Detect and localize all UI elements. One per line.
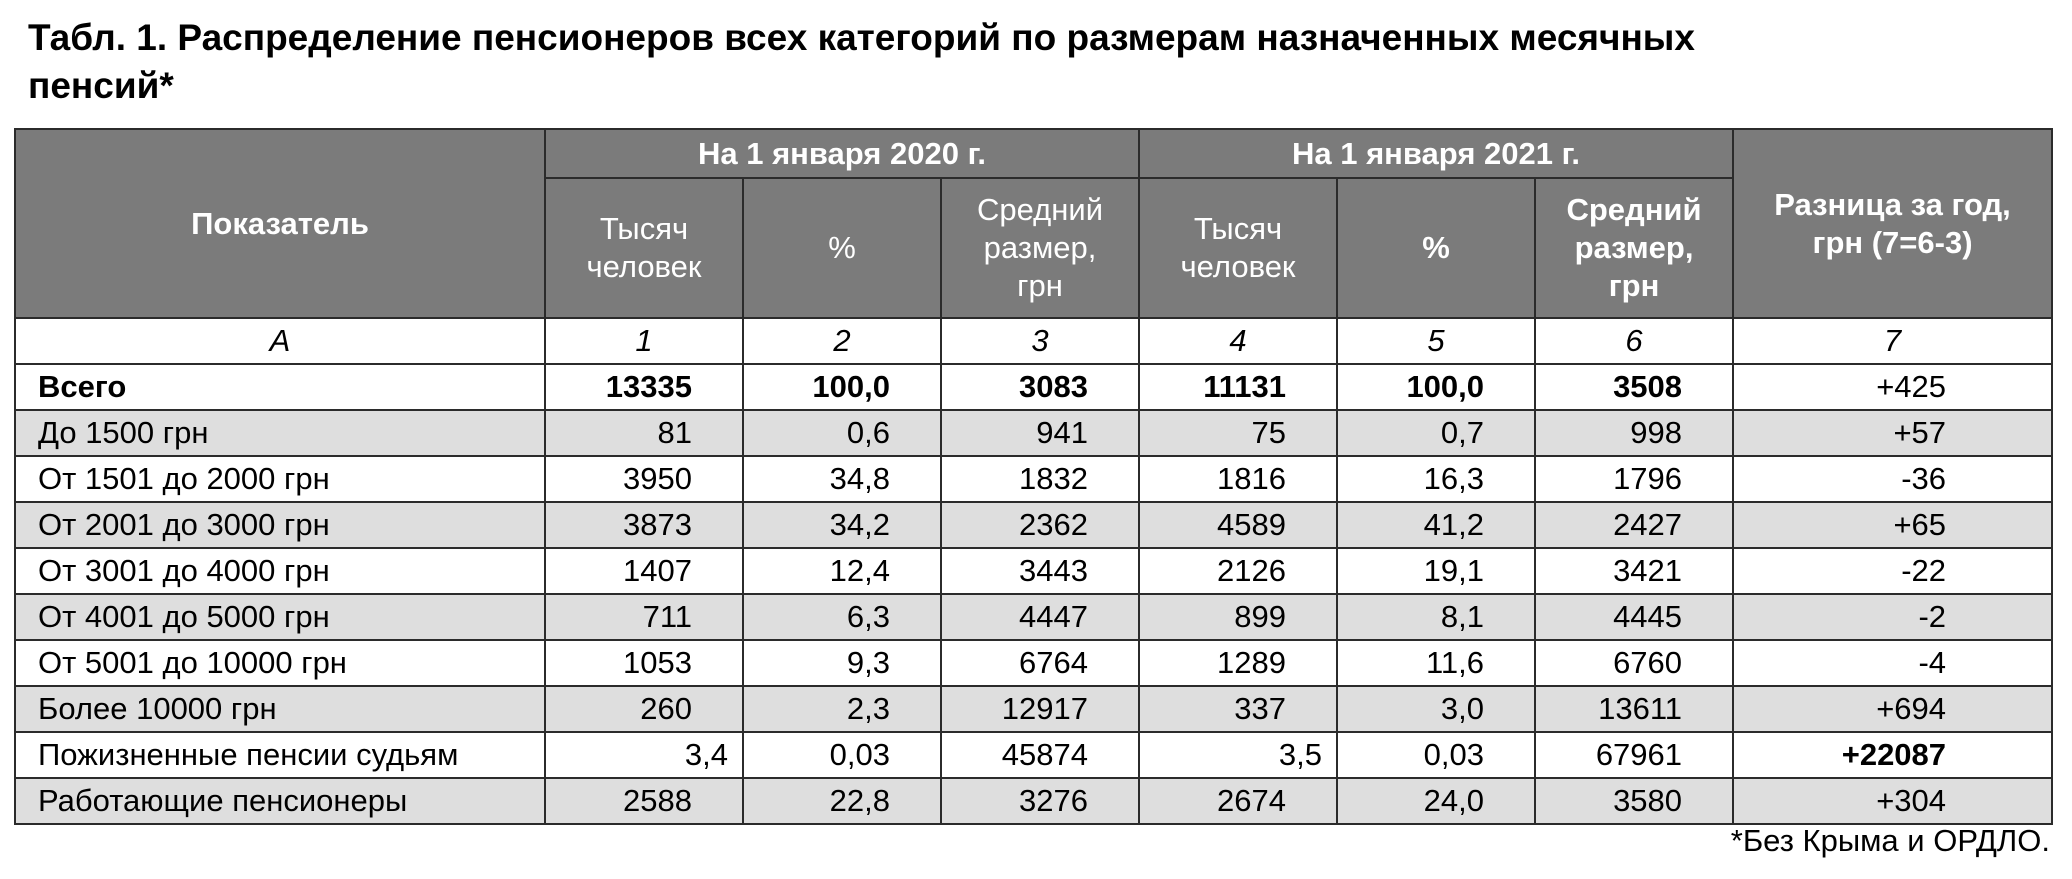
cell-2021-thousands: 1289 [1139, 640, 1337, 686]
header-2020-average: Средний размер, грн [941, 178, 1139, 318]
cell-2021-average: 3421 [1535, 548, 1733, 594]
row-label: Всего [15, 364, 545, 410]
cell-diff: +694 [1733, 686, 2052, 732]
cell-diff: -2 [1733, 594, 2052, 640]
table-row [15, 594, 2052, 640]
cell-2021-average: 2427 [1535, 502, 1733, 548]
cell-2020-thousands: 1053 [545, 640, 743, 686]
cell-2021-percent: 11,6 [1337, 640, 1535, 686]
cell-2021-percent: 8,1 [1337, 594, 1535, 640]
cell-2021-thousands: 11131 [1139, 364, 1337, 410]
row-label: От 5001 до 10000 грн [15, 640, 545, 686]
cell-2021-thousands: 2126 [1139, 548, 1337, 594]
column-number-row [15, 318, 2052, 364]
cell-2021-thousands: 75 [1139, 410, 1337, 456]
cell-2020-percent: 0,03 [743, 732, 941, 778]
cell-2020-percent: 2,3 [743, 686, 941, 732]
cell-2020-average: 941 [941, 410, 1139, 456]
cell-2021-average: 3508 [1535, 364, 1733, 410]
cell-2021-average: 6760 [1535, 640, 1733, 686]
cell-2021-average: 13611 [1535, 686, 1733, 732]
cell-diff: +22087 [1733, 732, 2052, 778]
cell-2021-percent: 0,7 [1337, 410, 1535, 456]
cell-2020-thousands: 260 [545, 686, 743, 732]
cell-2020-percent: 34,2 [743, 502, 941, 548]
cell-2020-average: 6764 [941, 640, 1139, 686]
cell-2021-thousands: 899 [1139, 594, 1337, 640]
cell-2020-average: 45874 [941, 732, 1139, 778]
footnote: *Без Крыма и ОРДЛО. [1730, 823, 2050, 858]
cell-2021-average: 4445 [1535, 594, 1733, 640]
cell-2020-thousands: 81 [545, 410, 743, 456]
cell-2021-percent: 100,0 [1337, 364, 1535, 410]
column-number: 5 [1337, 318, 1535, 364]
cell-diff: -22 [1733, 548, 2052, 594]
cell-2020-thousands: 3,4 [545, 732, 743, 778]
cell-2021-thousands: 3,5 [1139, 732, 1337, 778]
column-number: 4 [1139, 318, 1337, 364]
header-2020-percent: % [743, 178, 941, 318]
header-2020-thousands: Тысяч человек [545, 178, 743, 318]
column-number: 7 [1733, 318, 2052, 364]
column-number: 1 [545, 318, 743, 364]
row-label: От 1501 до 2000 грн [15, 456, 545, 502]
cell-2020-average: 4447 [941, 594, 1139, 640]
cell-2020-percent: 12,4 [743, 548, 941, 594]
table-row [15, 502, 2052, 548]
table-row [15, 778, 2052, 824]
cell-2020-percent: 9,3 [743, 640, 941, 686]
cell-2020-average: 12917 [941, 686, 1139, 732]
table-row [15, 732, 2052, 778]
cell-2020-percent: 22,8 [743, 778, 941, 824]
cell-2020-thousands: 13335 [545, 364, 743, 410]
table-row [15, 686, 2052, 732]
cell-2021-average: 67961 [1535, 732, 1733, 778]
cell-2021-thousands: 2674 [1139, 778, 1337, 824]
header-group-2020: На 1 января 2020 г. [545, 129, 1139, 178]
header-group-2021: На 1 января 2021 г. [1139, 129, 1733, 178]
row-label: От 2001 до 3000 грн [15, 502, 545, 548]
cell-2021-percent: 19,1 [1337, 548, 1535, 594]
cell-2021-percent: 24,0 [1337, 778, 1535, 824]
cell-diff: +57 [1733, 410, 2052, 456]
table-row [15, 456, 2052, 502]
column-number: 2 [743, 318, 941, 364]
cell-2020-average: 3443 [941, 548, 1139, 594]
header-indicator: Показатель [15, 129, 545, 318]
row-label: От 4001 до 5000 грн [15, 594, 545, 640]
cell-diff: +425 [1733, 364, 2052, 410]
cell-2020-percent: 100,0 [743, 364, 941, 410]
title-line-1: Табл. 1. Распределение пенсионеров всех категорий по размерам назначенных месячных [28, 17, 1695, 58]
column-number: А [15, 318, 545, 364]
cell-2020-percent: 6,3 [743, 594, 941, 640]
table-row [15, 364, 2052, 410]
header-diff: Разница за год, грн (7=6-3) [1733, 129, 2052, 318]
cell-2020-percent: 34,8 [743, 456, 941, 502]
cell-diff: -4 [1733, 640, 2052, 686]
row-label: Более 10000 грн [15, 686, 545, 732]
cell-2021-percent: 16,3 [1337, 456, 1535, 502]
cell-2021-percent: 0,03 [1337, 732, 1535, 778]
cell-2021-average: 1796 [1535, 456, 1733, 502]
cell-2020-thousands: 2588 [545, 778, 743, 824]
row-label: До 1500 грн [15, 410, 545, 456]
table-row [15, 410, 2052, 456]
cell-2020-average: 3276 [941, 778, 1139, 824]
cell-2021-thousands: 337 [1139, 686, 1337, 732]
cell-2020-thousands: 711 [545, 594, 743, 640]
cell-2020-average: 2362 [941, 502, 1139, 548]
row-label: Пожизненные пенсии судьям [15, 732, 545, 778]
cell-2020-thousands: 3950 [545, 456, 743, 502]
cell-2021-thousands: 4589 [1139, 502, 1337, 548]
cell-2021-average: 3580 [1535, 778, 1733, 824]
pension-table [14, 128, 2053, 825]
cell-2020-average: 1832 [941, 456, 1139, 502]
row-label: От 3001 до 4000 грн [15, 548, 545, 594]
header-2021-thousands: Тысяч человек [1139, 178, 1337, 318]
table-title [28, 14, 1988, 110]
cell-diff: +65 [1733, 502, 2052, 548]
table-row [15, 640, 2052, 686]
cell-2021-average: 998 [1535, 410, 1733, 456]
cell-2020-thousands: 1407 [545, 548, 743, 594]
cell-2020-percent: 0,6 [743, 410, 941, 456]
cell-2021-thousands: 1816 [1139, 456, 1337, 502]
row-label: Работающие пенсионеры [15, 778, 545, 824]
column-number: 3 [941, 318, 1139, 364]
cell-diff: +304 [1733, 778, 2052, 824]
title-line-2: пенсий* [28, 65, 174, 106]
cell-2020-average: 3083 [941, 364, 1139, 410]
cell-2021-percent: 3,0 [1337, 686, 1535, 732]
header-2021-percent: % [1337, 178, 1535, 318]
cell-2020-thousands: 3873 [545, 502, 743, 548]
header-2021-average: Средний размер, грн [1535, 178, 1733, 318]
cell-2021-percent: 41,2 [1337, 502, 1535, 548]
cell-diff: -36 [1733, 456, 2052, 502]
column-number: 6 [1535, 318, 1733, 364]
table-row [15, 548, 2052, 594]
